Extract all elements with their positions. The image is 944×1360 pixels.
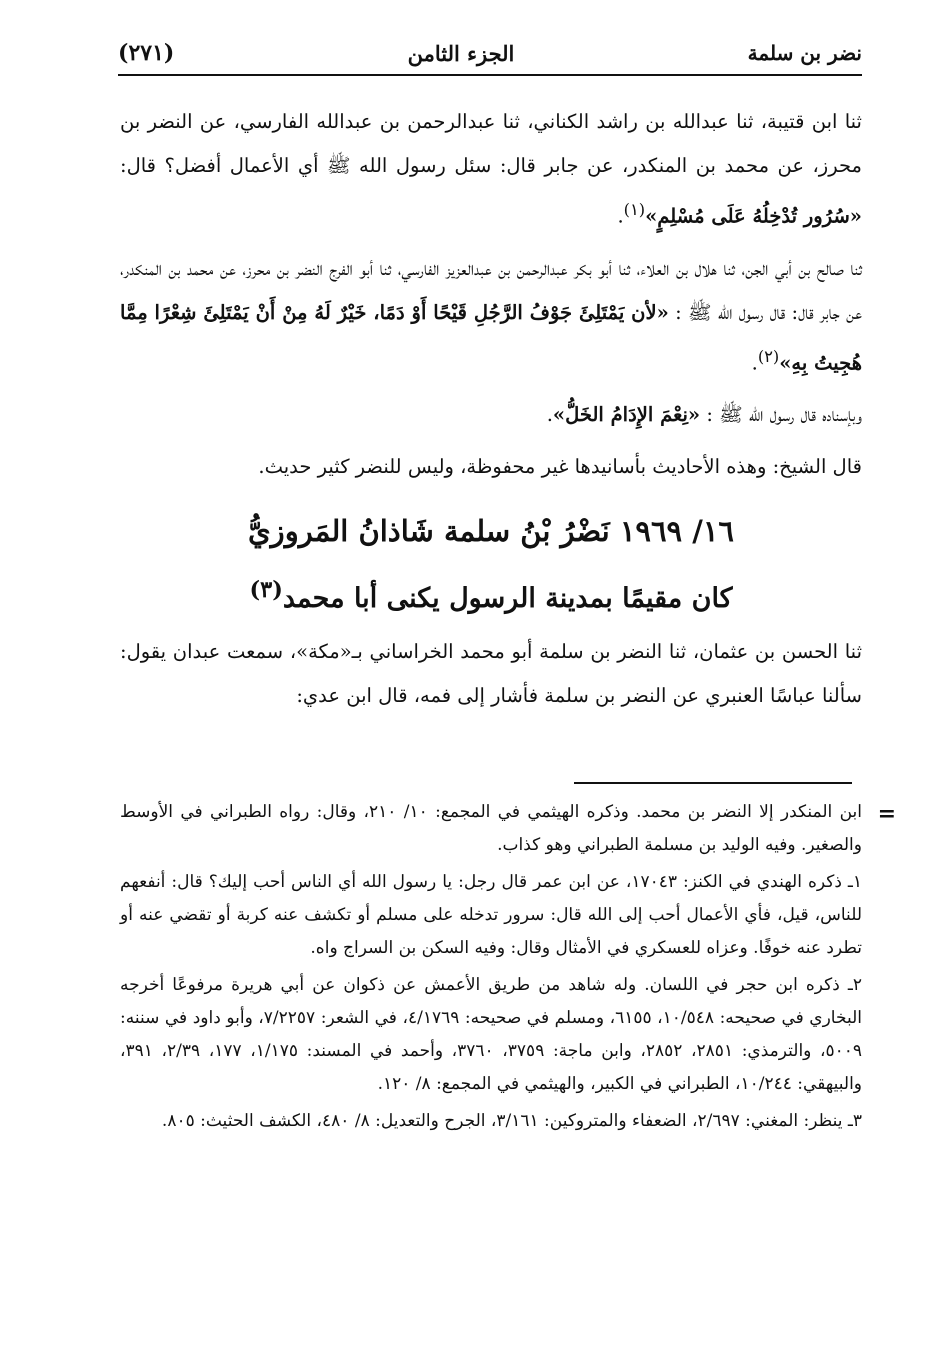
punctuation: .: [751, 351, 758, 374]
punctuation: .: [617, 204, 624, 228]
remark-text: قال الشيخ: وهذه الأحاديث بأسانيدها غير محفوظة، وليس للنضر كثير حديث.: [258, 455, 862, 478]
footnote-3: ٣ـ ينظر: المغني: ٢/٦٩٧، الضعفاء والمتروكين: ٣/١٦١، الجرح والتعديل: ٨/ ٤٨٠، الكشف الحثيث: ٨٠٥.: [161, 1111, 862, 1131]
footnote-separator: [574, 782, 852, 784]
entry-subheading-text: كان مقيمًا بمدينة الرسول يكنى أبا محمد: [282, 583, 733, 614]
footnote-continuation-text: ابن المنكدر إلا النضر بن محمد. وذكره الهيثمي في المجمع: ١٠/ ٢١٠، وقال: رواه الطبراني في الأوسط والصغير. وفيه الوليد بن مسلمة الطبراني وهو كذاب.: [120, 802, 863, 855]
footnote-ref: (٣): [249, 577, 283, 603]
footnote-ref: (٢): [757, 346, 780, 366]
isnad-text: وبإسناده قال رسول الله ﷺ :: [700, 403, 862, 426]
main-text: [120, 100, 862, 718]
punctuation: .: [546, 403, 553, 426]
hadith-paragraph: [120, 247, 862, 386]
isnad-text: ثنا ابن قتيبة، ثنا عبدالله بن راشد الكناني، ثنا عبدالرحمن بن عبدالله الفارسي، عن النضر بن محرز، عن محمد بن المنكدر، عن جابر قال: سئل رسول الله ﷺ أي الأعمال أفضل؟ قال:: [120, 110, 862, 177]
sheikh-remark: [120, 445, 862, 489]
footnotes: [120, 796, 896, 1142]
footnote-ref: (١): [623, 200, 646, 219]
hadith-paragraph: [120, 100, 862, 239]
running-header: [118, 36, 862, 70]
entry-subheading: [120, 561, 862, 628]
footnote-2: ٢ـ ذكره ابن حجر في اللسان. وله شاهد من طريق الأعمش عن ذكوان عن أبي هريرة مرفوعًا أخرجه البخاري في صحيحه: ١٠/٥٤٨، ٦١٥٥، ومسلم في صحيحه: ٤/١٧٦٩، في الشعر: ٧/٢٢٥٧، وأبو داود في سننه: ٥٠٠٩، والترمذي: ٢٨٥١، ٢٨٥٢، وابن ماجة: ٣٧٥٩، ٣٧٦٠، وأحمد في المسند: ١/١٧٥، ١٧٧، ٢/٣٩، ٣٩١، والبيهقي: ١٠/٢٤٤، الطبراني في الكبير، والهيثمي في المجمع: ٨/ ١٢٠.: [120, 975, 863, 1094]
hadith-paragraph: [120, 393, 862, 437]
header-section-title: نضر بن سلمة: [747, 41, 862, 65]
hadith-quote: «نِعْمَ الإِدَامُ الخَلُّ»: [552, 403, 701, 426]
entry-heading: ١٦/ ١٩٦٩ نَضْرُ بْنُ سلمة شَاذانُ المَروزيُّ: [247, 514, 734, 548]
page-number: (٢٧١): [118, 40, 175, 66]
continuation-marker: =: [877, 801, 896, 827]
hadith-quote: «سُرُور تُدْخِلُهُ عَلَى مُسْلِمٍ»: [645, 204, 862, 228]
isnad-text: ثنا صالح بن أبي الجن، ثنا هلال بن العلاء، ثنا أبو بكر عبدالرحمن بن عبدالعزيز الفارسي، ثنا أبو الفرج النضر بن محرز، عن محمد بن المنكدر، عن جابر قال: قال رسول الله ﷺ :: [120, 256, 863, 324]
header-rule: [118, 74, 862, 76]
hadith-quote: «لأن يَمْتَلِئَ جَوْفُ الرَّجُلِ قَيْحًا أَوْ دَمًا، خَيْرٌ لَهُ مِنْ أَنْ يَمْتَلِئَ شِعْرًا مِمَّا هُجِيتُ بِهِ»: [120, 300, 862, 374]
header-volume-title: الجزء الثامن: [407, 40, 515, 66]
footnote-1: ١ـ ذكره الهندي في الكنز: ١٧٠٤٣، عن ابن عمر قال رجل: يا رسول الله أي الناس أحب إليك؟ قال: أنفعهم للناس، قيل، فأي الأعمال أحب إلى الله قال: سرور تدخله على مسلم أو تكشف عنه كربة أو تقضي عنه أو تطرد عنه خوفًا. وعزاه للعسكري في الأمثال وقال: وفيه السكن بن السراج واه.: [120, 872, 863, 958]
footnote-continuation: [120, 796, 896, 862]
entry-paragraph: ثنا الحسن بن عثمان، ثنا النضر بن سلمة أبو محمد الخراساني بـ«مكة»، سمعت عبدان يقول: سألنا عباسًا العنبري عن النضر بن سلمة فأشار إلى فمه، قال ابن عدي:: [120, 640, 862, 707]
